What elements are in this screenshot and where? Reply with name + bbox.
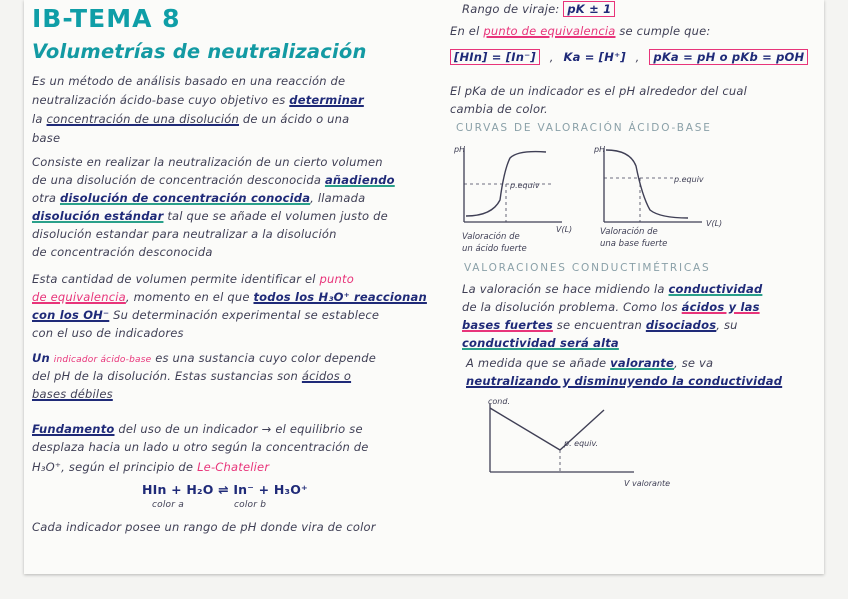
p3-equivalencia: de equivalencia	[32, 290, 126, 304]
p5-line3: H₃O⁺, según el principio de Le-Chatelier	[32, 460, 270, 474]
range-value: pK ± 1	[563, 1, 615, 17]
cond-ylabel: cond.	[488, 397, 510, 406]
p3-oh: con los OH⁻	[32, 308, 110, 322]
cond-xlabel: V valorante	[624, 479, 671, 488]
p2-line5: disolución estandar para neutralizar a la disolución	[32, 227, 337, 241]
notes-sheet	[24, 0, 824, 574]
pka-line1: El pKa de un indicador es el pH alrededor del cual	[450, 84, 748, 98]
cond-acidos: ácidos y las	[681, 300, 760, 314]
p3-h3o: todos los H₃O⁺ reaccionan	[253, 290, 427, 304]
cond-line4	[462, 336, 619, 350]
p1-line1: Es un método de análisis basado en una reacción de	[32, 74, 346, 88]
eq2: Ka = [H⁺]	[563, 50, 626, 64]
p2-line1: Consiste en realizar la neutralización de un cierto volumen	[32, 155, 383, 169]
p5-le-chatelier: Le-Chatelier	[197, 460, 270, 474]
titration-acid-chart	[452, 140, 572, 260]
cond2-line1: A medida que se añade valorante, se va	[466, 356, 714, 370]
base-xlabel: V(L)	[706, 219, 723, 228]
cond-line-down	[490, 408, 560, 450]
cond-heading: VALORACIONES CONDUCTIMÉTRICAS	[464, 262, 711, 274]
base-point-label: p.equiv	[674, 175, 704, 184]
p4-line3	[32, 387, 113, 401]
p1-line3: la concentración de una disolución de un ácido o una	[32, 112, 350, 126]
titration-base-chart	[592, 140, 732, 260]
p4-line2: del pH de la disolución. Estas sustancias son ácidos o	[32, 369, 352, 383]
eq3-box: pKa = pH o pKb = pOH	[649, 49, 808, 65]
curves-heading: CURVAS DE VALORACIÓN ÁCIDO-BASE	[456, 122, 712, 134]
p3-line3: con los OH⁻ Su determinación experimental se establece	[32, 308, 380, 322]
cond2-valorante: valorante	[610, 356, 674, 370]
p2-anadiendo: añadiendo	[324, 173, 395, 187]
cond-bases: bases fuertes	[462, 318, 553, 332]
p3-punto: punto	[319, 272, 354, 286]
indicator-equation: HIn + H₂O ⇌ In⁻ + H₃O⁺	[142, 482, 308, 497]
p5-fundamento: Fundamento	[32, 422, 115, 436]
cond2-neutralizando: neutralizando y disminuyendo la conductividad	[466, 374, 783, 388]
p2-line2: de una disolución de concentración desconocida añadiendo	[32, 173, 395, 187]
acid-caption-1: Valoración de	[462, 232, 520, 242]
p3-line1: Esta cantidad de volumen permite identificar el punto	[32, 272, 354, 286]
base-caption-2: una base fuerte	[600, 239, 668, 249]
last-line: Cada indicador posee un rango de pH donde vira de color	[32, 520, 376, 534]
pka-line2: cambia de color.	[450, 102, 548, 116]
base-ylabel: pH	[594, 145, 606, 154]
p1-line2: neutralización ácido-base cuyo objetivo es determinar	[32, 93, 364, 107]
p2-conocida: disolución de concentración conocida	[59, 191, 311, 205]
cond2-line2	[466, 374, 782, 388]
p2-estandar: disolución estándar	[32, 209, 164, 223]
cond-line3: bases fuertes se encuentran disociados, su	[462, 318, 738, 332]
base-curve	[606, 150, 688, 218]
cond-conductividad: conductividad	[668, 282, 763, 296]
equiv-formulas: [HIn] = [In⁻] , Ka = [H⁺] , pKa = pH o pKb = pOH	[450, 50, 808, 64]
equiv-punto: punto de equivalencia	[483, 24, 616, 38]
p2-line6: de concentración desconocida	[32, 245, 213, 259]
p1-line4: base	[32, 131, 61, 145]
base-caption-1: Valoración de	[600, 227, 658, 237]
acid-caption-2: un ácido fuerte	[462, 244, 527, 254]
p4-acidos: ácidos o	[301, 369, 352, 383]
cond-point-label: p. equiv.	[564, 439, 599, 448]
equiv-line: En el punto de equivalencia se cumple que:	[450, 24, 711, 38]
p1-concentracion: concentración de una disolución	[46, 112, 239, 126]
p5-line1: Fundamento del uso de un indicador → el equilibrio se	[32, 422, 363, 436]
color-a-label: color a	[152, 500, 184, 510]
eq1-box: [HIn] = [In⁻]	[450, 49, 540, 65]
cond-line1: La valoración se hace midiendo la conductividad	[462, 282, 763, 296]
conductimetric-chart	[464, 394, 704, 494]
p1-determinar: determinar	[289, 93, 364, 107]
p4-line1: Un indicador ácido-base es una sustancia cuyo color depende	[32, 351, 377, 365]
p5-line2: desplaza hacia un lado u otro según la concentración de	[32, 440, 369, 454]
p3-line4: con el uso de indicadores	[32, 326, 184, 340]
p4-bases-debiles: bases débiles	[32, 387, 113, 401]
range-line: Rango de viraje: pK ± 1	[462, 2, 615, 16]
p2-line3: otra disolución de concentración conocida, llamada	[32, 191, 366, 205]
acid-point-label: p.equiv	[510, 181, 540, 190]
p3-line2: de equivalencia, momento en el que todos los H₃O⁺ reaccionan	[32, 290, 427, 304]
cond-alta: conductividad será alta	[462, 336, 619, 350]
acid-ylabel: pH	[454, 145, 466, 154]
acid-xlabel: V(L)	[556, 225, 572, 234]
p2-line4: disolución estándar tal que se añade el volumen justo de	[32, 209, 388, 223]
color-b-label: color b	[234, 500, 267, 510]
p4-indicador: indicador ácido-base	[53, 355, 152, 365]
page-subtitle: Volumetrías de neutralización	[32, 40, 367, 63]
page-title: IB-TEMA 8	[32, 4, 181, 33]
cond-disociados: disociados	[645, 318, 717, 332]
cond-line2: de la disolución problema. Como los ácidos y las	[462, 300, 760, 314]
